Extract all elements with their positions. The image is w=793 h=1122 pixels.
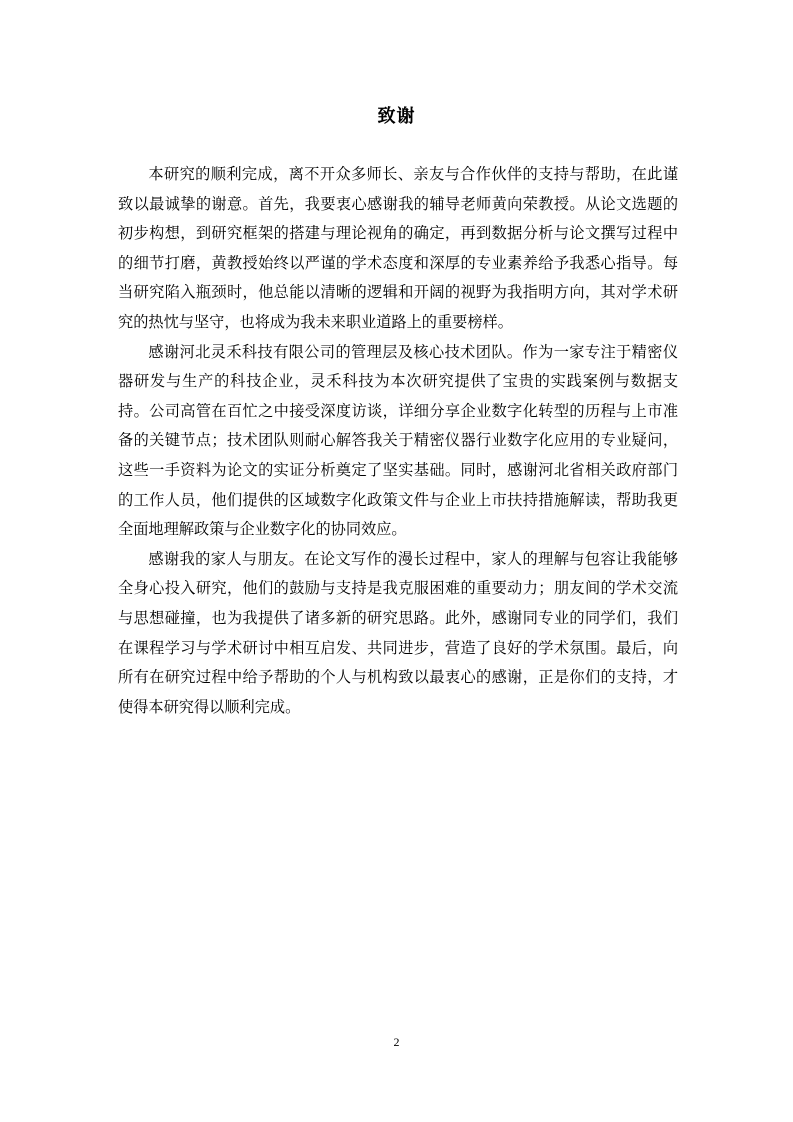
paragraph-company: 感谢河北灵禾科技有限公司的管理层及核心技术团队。作为一家专注于精密仪器研发与生产的科技企业，灵禾科技为本次研究提供了宝贵的实践案例与数据支持。公司高管在百忙之中接受深度访谈，详细分享企业数字化转型的历程与上市准备的关键节点；技术团队则耐心解答我关于精密仪器行业数字化应用的专业疑问，这些一手资料为论文的实证分析奠定了坚实基础。同时，感谢河北省相关政府部门的工作人员，他们提供的区域数字化政策文件与企业上市扶持措施解读，帮助我更全面地理解政策与企业数字化的协同效应。: [118, 342, 678, 539]
paragraph-family: 感谢我的家人与朋友。在论文写作的漫长过程中，家人的理解与包容让我能够全身心投入研究，他们的鼓励与支持是我克服困难的重要动力；朋友间的学术交流与思想碰撞，也为我提供了诸多新的研究思路。此外，感谢同专业的同学们，我们在课程学习与学术研讨中相互启发、共同进步，营造了良好的学术氛围。最后，向所有在研究过程中给予帮助的个人与机构致以最衷心的感谢，正是你们的支持，才使得本研究得以顺利完成。: [118, 549, 678, 716]
paragraph-advisor: 本研究的顺利完成，离不开众多师长、亲友与合作伙伴的支持与帮助，在此谨致以最诚挚的谢意。首先，我要衷心感谢我的辅导老师黄向荣教授。从论文选题的初步构想，到研究框架的搭建与理论视角的确定，再到数据分析与论文撰写过程中的细节打磨，黄教授始终以严谨的学术态度和深厚的专业素养给予我悉心指导。每当研究陷入瓶颈时，他总能以清晰的逻辑和开阔的视野为我指明方向，其对学术研究的热忱与坚守，也将成为我未来职业道路上的重要榜样。: [118, 165, 678, 331]
page-title: 致谢: [377, 106, 416, 127]
acknowledgement-body: [118, 160, 678, 722]
page-number: 2: [393, 1035, 400, 1049]
